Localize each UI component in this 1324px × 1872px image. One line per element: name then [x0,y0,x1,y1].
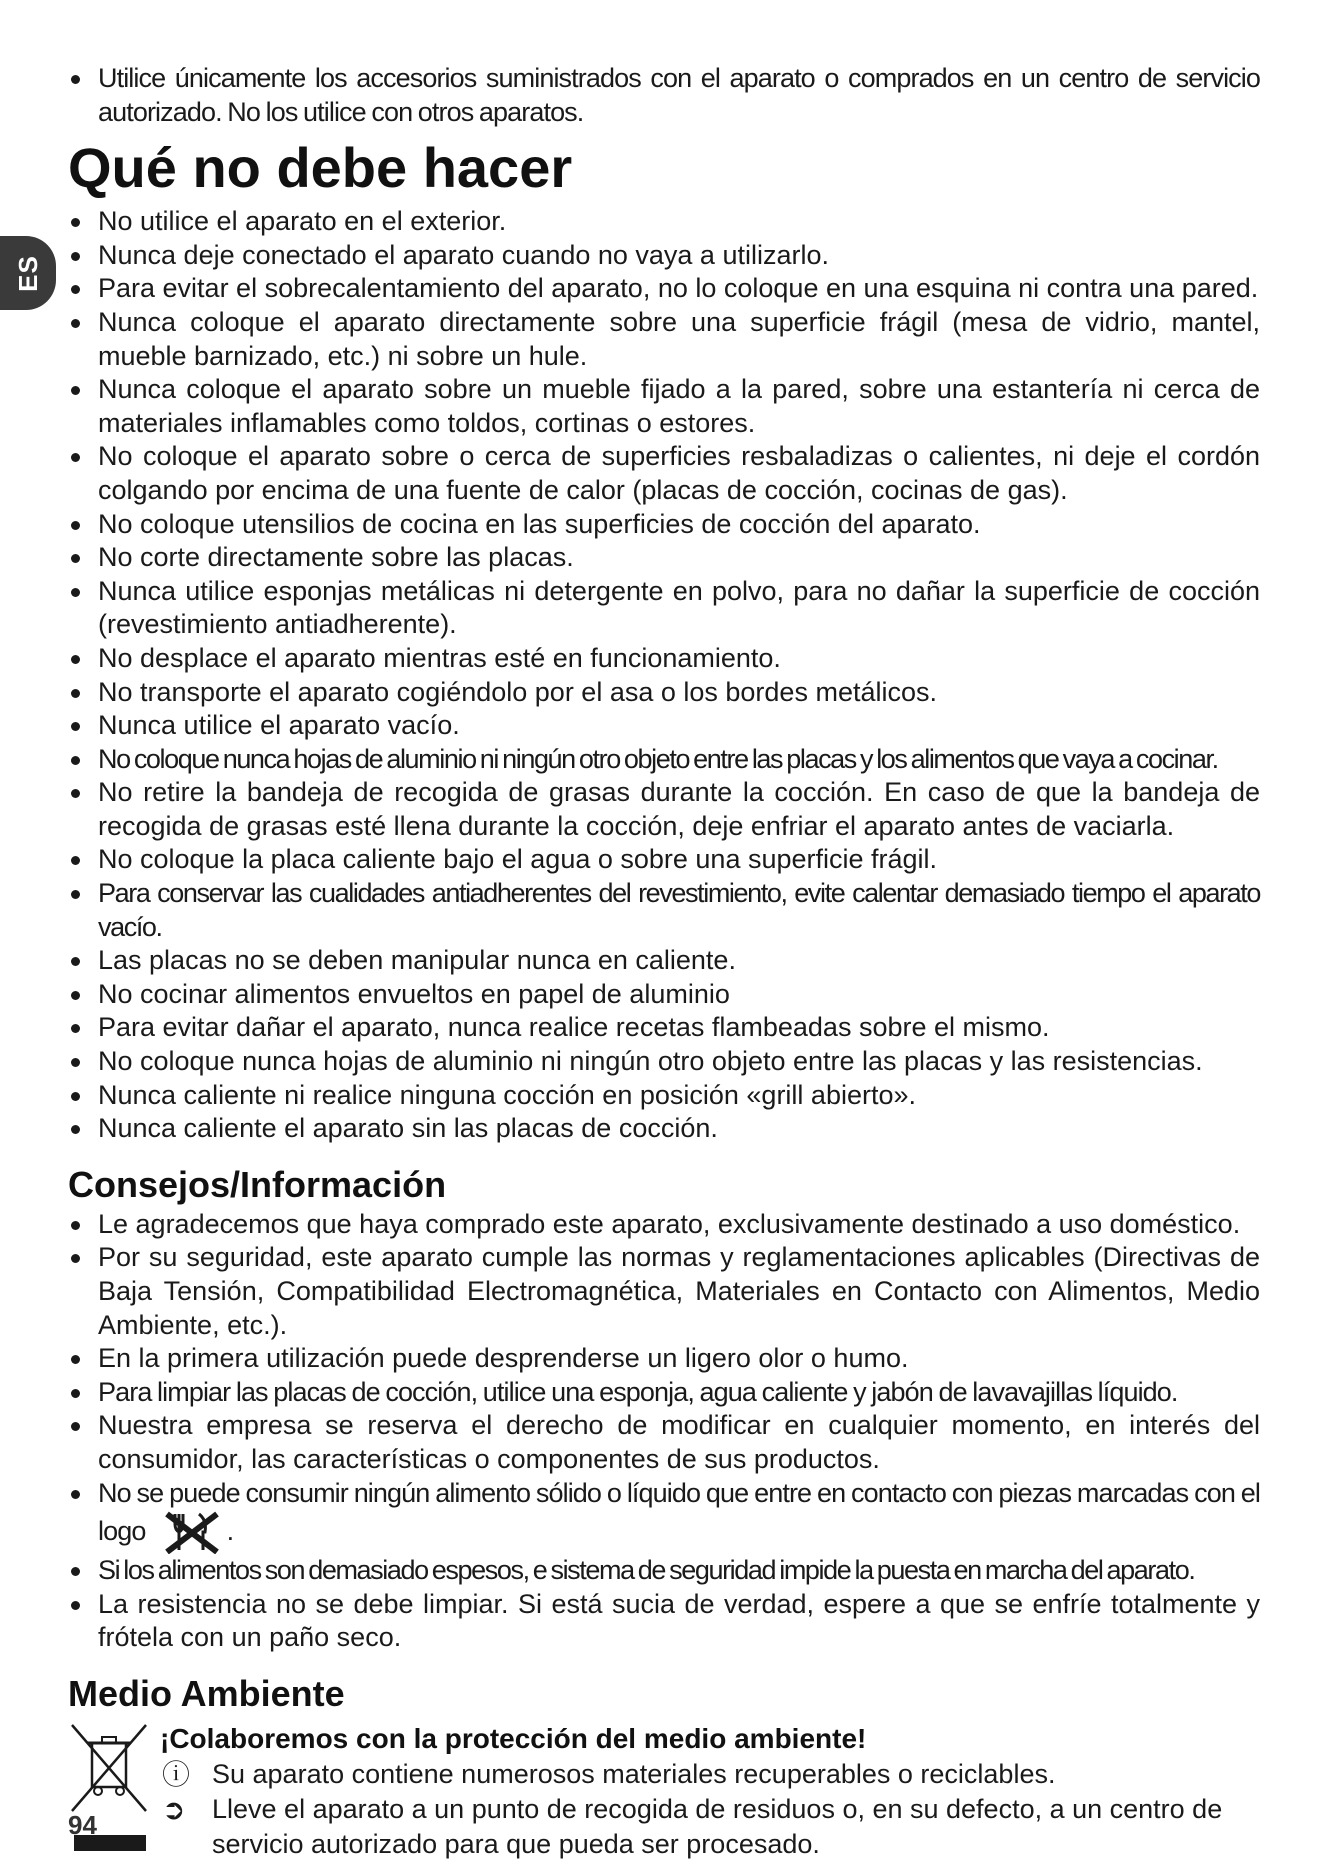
list-item: Nunca deje conectado el aparato cuando no vaya a utilizarlo. [68,239,1260,273]
list-item: No retire la bandeja de recogida de grasas durante la cocción. En caso de que la bandeja de recogida de grasas esté llena durante la cocción, deje enfriar el aparato antes de vaciarla. [68,776,1260,843]
list-item: Nuestra empresa se reserva el derecho de modificar en cualquier momento, en interés del consumidor, las características o componentes de sus productos. [68,1409,1260,1476]
language-tab-label: ES [12,254,43,292]
info-icon: ⓘ [162,1758,191,1790]
list-item: No coloque nunca hojas de aluminio ni ningún otro objeto entre las placas y los alimentos que vaya a cocinar. [68,743,1260,777]
section-title-medio: Medio Ambiente [68,1672,345,1714]
list-item: En la primera utilización puede desprenderse un ligero olor o humo. [68,1342,1260,1376]
no-food-contact-icon [163,1510,221,1554]
arrow-icon: ➲ [162,1793,186,1825]
que-no-list [68,205,1260,1146]
section-title-que-no: Qué no debe hacer [68,136,573,200]
list-item: No transporte el aparato cogiéndolo por el asa o los bordes metálicos. [68,676,1260,710]
list-item: No utilice el aparato en el exterior. [68,205,1260,239]
environment-line-text: Lleve el aparato a un punto de recogida de residuos o, en su defecto, a un centro de servicio autorizado para que pueda ser procesado. [212,1793,1223,1859]
list-item: No coloque nunca hojas de aluminio ni ningún otro objeto entre las placas y las resistencias. [68,1045,1260,1079]
consejos-list [68,1208,1260,1655]
list-item: No desplace el aparato mientras esté en funcionamiento. [68,642,1260,676]
list-item: No cocinar alimentos envueltos en papel de aluminio [68,978,1260,1012]
list-item: Utilice únicamente los accesorios suministrados con el aparato o comprados en un centro de servicio autorizado. No los utilice con otros aparatos. [68,62,1260,129]
list-item: Nunca utilice esponjas metálicas ni detergente en polvo, para no dañar la superficie de cocción (revestimiento antiadherente). [68,575,1260,642]
list-item: No coloque la placa caliente bajo el agua o sobre una superficie frágil. [68,843,1260,877]
environment-text [160,1721,1260,1862]
page-number: 94 [68,1810,97,1840]
list-item: Nunca caliente ni realice ninguna cocción en posición «grill abierto». [68,1079,1260,1113]
list-item: No corte directamente sobre las placas. [68,541,1260,575]
list-item: Las placas no se deben manipular nunca en caliente. [68,944,1260,978]
environment-block [68,1721,1260,1871]
language-tab [0,236,56,310]
list-item: Nunca caliente el aparato sin las placas de cocción. [68,1112,1260,1146]
list-item-text: No se puede consumir ningún alimento sólido o líquido que entre en contacto con piezas marcadas con el logo [98,1477,1260,1547]
list-item: Nunca coloque el aparato sobre un mueble fijado a la pared, sobre una estantería ni cerca de materiales inflamables como toldos, cortinas o estores. [68,373,1260,440]
list-item [68,1477,1260,1555]
environment-line [160,1757,1260,1792]
list-item: Si los alimentos son demasiado espesos, e sistema de seguridad impide la puesta en marcha del aparato. [68,1554,1260,1588]
list-item: Le agradecemos que haya comprado este aparato, exclusivamente destinado a uso doméstico. [68,1208,1260,1242]
environment-heading: ¡Colaboremos con la protección del medio ambiente! [160,1722,867,1754]
list-item: Nunca utilice el aparato vacío. [68,709,1260,743]
intro-list [68,62,1260,129]
list-item: Para limpiar las placas de cocción, utilice una esponja, agua caliente y jabón de lavavajillas líquido. [68,1376,1260,1410]
list-item: La resistencia no se debe limpiar. Si está sucia de verdad, espere a que se enfríe totalmente y frótela con un paño seco. [68,1588,1260,1655]
list-item: Para evitar dañar el aparato, nunca realice recetas flambeadas sobre el mismo. [68,1011,1260,1045]
list-item: Para conservar las cualidades antiadherentes del revestimiento, evite calentar demasiado tiempo el aparato vacío. [68,877,1260,944]
environment-line [160,1792,1260,1862]
list-item: Para evitar el sobrecalentamiento del aparato, no lo coloque en una esquina ni contra una pared. [68,272,1260,306]
list-item: Nunca coloque el aparato directamente sobre una superficie frágil (mesa de vidrio, mantel, mueble barnizado, etc.) ni sobre un hule. [68,306,1260,373]
list-item: No coloque el aparato sobre o cerca de superficies resbaladizas o calientes, ni deje el cordón colgando por encima de una fuente de calor (placas de cocción, cocinas de gas). [68,440,1260,507]
page-content [68,62,1260,1871]
list-item: Por su seguridad, este aparato cumple las normas y reglamentaciones aplicables (Directivas de Baja Tensión, Compatibilidad Electromagnética, Materiales en Contacto con Alimentos, Medio Ambiente, etc.). [68,1241,1260,1342]
environment-line-text: Su aparato contiene numerosos materiales recuperables o reciclables. [212,1758,1056,1789]
logo-suffix: . [226,1516,234,1547]
section-title-consejos: Consejos/Información [68,1163,447,1205]
crossed-bin-icon [68,1721,150,1817]
list-item: No coloque utensilios de cocina en las superficies de cocción del aparato. [68,508,1260,542]
